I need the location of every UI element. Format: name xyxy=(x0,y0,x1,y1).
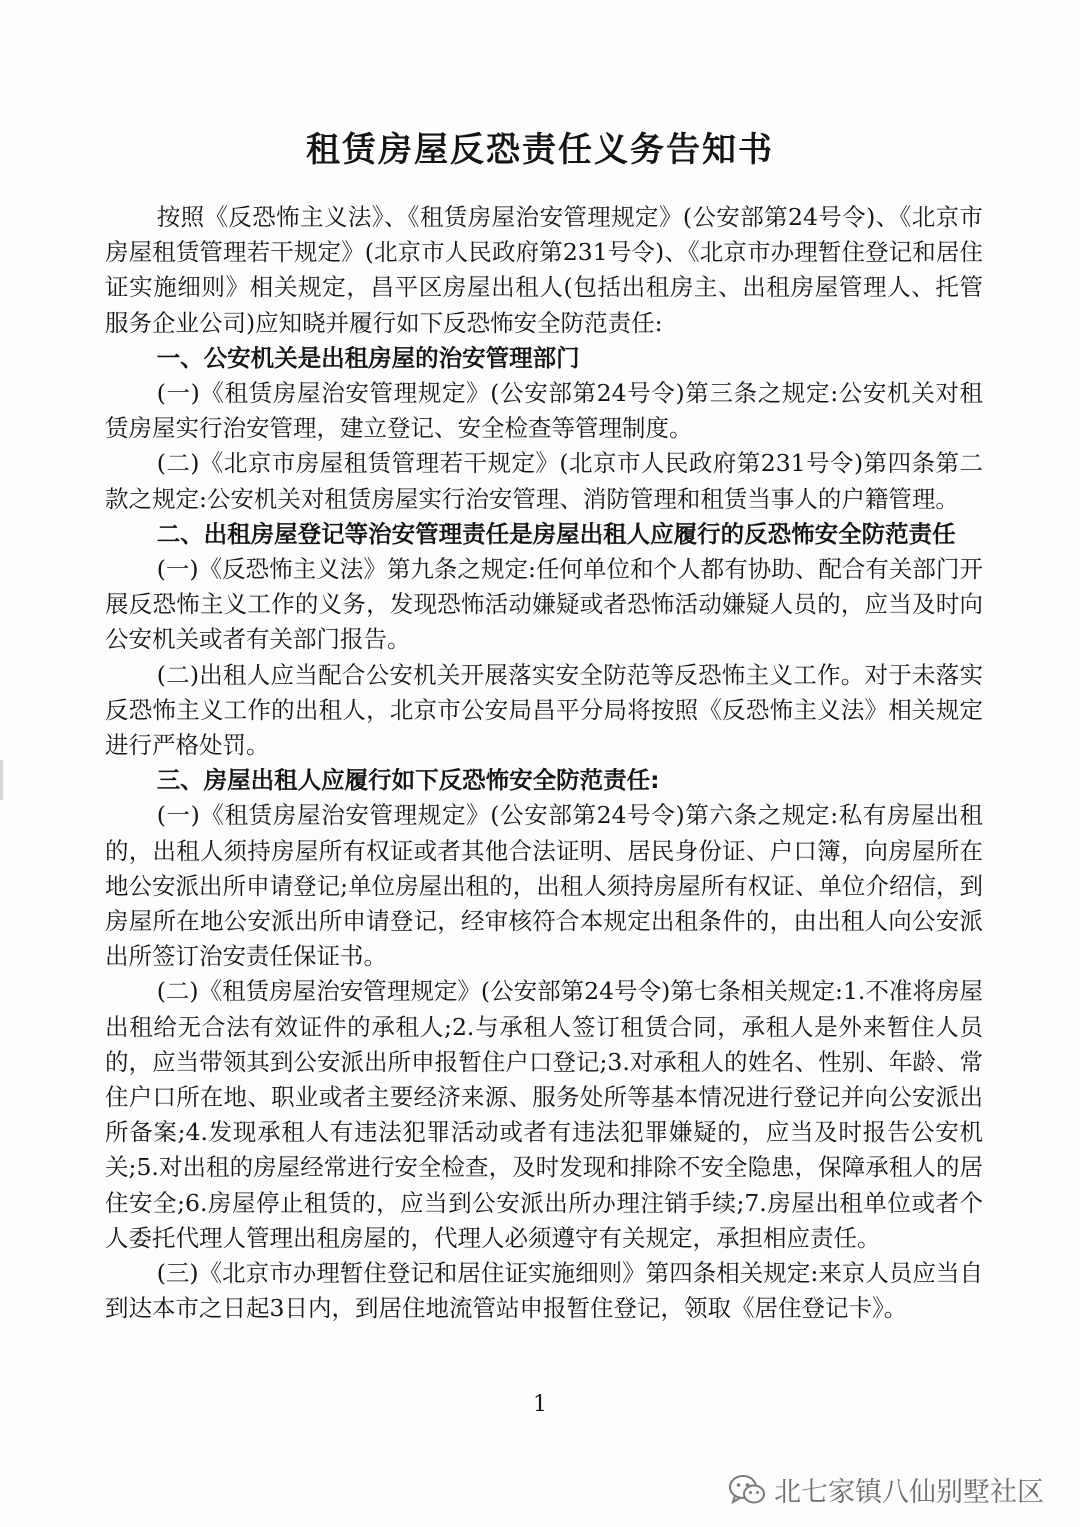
section-2-item-2: (二)出租人应当配合公安机关开展落实安全防范等反恐怖主义工作。对于未落实反恐怖主义工作的出租人，北京市公安局昌平分局将按照《反恐怖主义法》相关规定进行严格处罚。 xyxy=(105,660,983,760)
section-heading-2: 二、出租房屋登记等治安管理责任是房屋出租人应履行的反恐怖安全防范责任 xyxy=(156,519,956,548)
source-watermark xyxy=(728,1470,1044,1509)
wechat-icon xyxy=(728,1474,766,1506)
section-1-item-1: (一)《租赁房屋治安管理规定》(公安部第24号令)第三条之规定:公安机关对租赁房屋实行治安管理，建立登记、安全检查等管理制度。 xyxy=(105,379,983,443)
section-3-item-1: (一)《租赁房屋治安管理规定》(公安部第24号令)第六条之规定:私有房屋出租的，出租人须持房屋所有权证或者其他合法证明、居民身份证、户口簿，向房屋所在地公安派出所申请登记;单位房屋出租的，出租人须持房屋所有权证、单位介绍信，到房屋所在地公安派出所申请登记，经审核符合本规定出租条件的，由出租人向公安派出所签订治安责任保证书。 xyxy=(105,801,983,971)
watermark-text: 北七家镇八仙别墅社区 xyxy=(774,1477,1044,1508)
section-heading-3: 三、房屋出租人应履行如下反恐怖安全防范责任: xyxy=(156,766,660,795)
section-3-item-3: (三)《北京市办理暂住登记和居住证实施细则》第四条相关规定:来京人员应当自到达本市之日起3日内，到居住地流管站申报暂住登记，领取《居住登记卡》。 xyxy=(105,1259,983,1323)
section-heading-1: 一、公安机关是出租房屋的治安管理部门 xyxy=(156,343,580,372)
page-number: 1 xyxy=(533,1392,547,1417)
intro-paragraph: 按照《反恐怖主义法》、《租赁房屋治安管理规定》(公安部第24号令)、《北京市房屋租赁管理若干规定》(北京市人民政府第231号令)、《北京市办理暂住登记和居住证实施细则》相关规定，昌平区房屋出租人(包括出租房主、出租房屋管理人、托管服务企业公司)应知晓并履行如下反恐怖安全防范责任: xyxy=(105,203,983,337)
section-3-item-2: (二)《租赁房屋治安管理规定》(公安部第24号令)第七条相关规定:1.不准将房屋出租给无合法有效证件的承租人;2.与承租人签订租赁合同，承租人是外来暂住人员的，应当带领其到公安派出所申报暂住户口登记;3.对承租人的姓名、性别、年龄、常住户口所在地、职业或者主要经济来源、服务处所等基本情况进行登记并向公安派出所备案;4.发现承租人有违法犯罪活动或者有违法犯罪嫌疑的，应当及时报告公安机关;5.对出租的房屋经常进行安全检查，及时发现和排除不安全隐患，保障承租人的居住安全;6.房屋停止租赁的，应当到公安派出所办理注销手续;7.房屋出租单位或者个人委托代理人管理出租房屋的，代理人必须遵守有关规定，承担相应责任。 xyxy=(105,977,983,1252)
section-2-item-1: (一)《反恐怖主义法》第九条之规定:任何单位和个人都有协助、配合有关部门开展反恐怖主义工作的义务，发现恐怖活动嫌疑或者恐怖活动嫌疑人员的，应当及时向公安机关或者有关部门报告。 xyxy=(105,555,983,654)
document-body xyxy=(105,200,983,1327)
section-1-item-2: (二)《北京市房屋租赁管理若干规定》(北京市人民政府第231号令)第四条第二款之规定:公安机关对租赁房屋实行治安管理、消防管理和租赁当事人的户籍管理。 xyxy=(105,449,983,513)
scan-edge-mark xyxy=(0,760,3,800)
document-title: 租赁房屋反恐责任义务告知书 xyxy=(306,130,774,170)
